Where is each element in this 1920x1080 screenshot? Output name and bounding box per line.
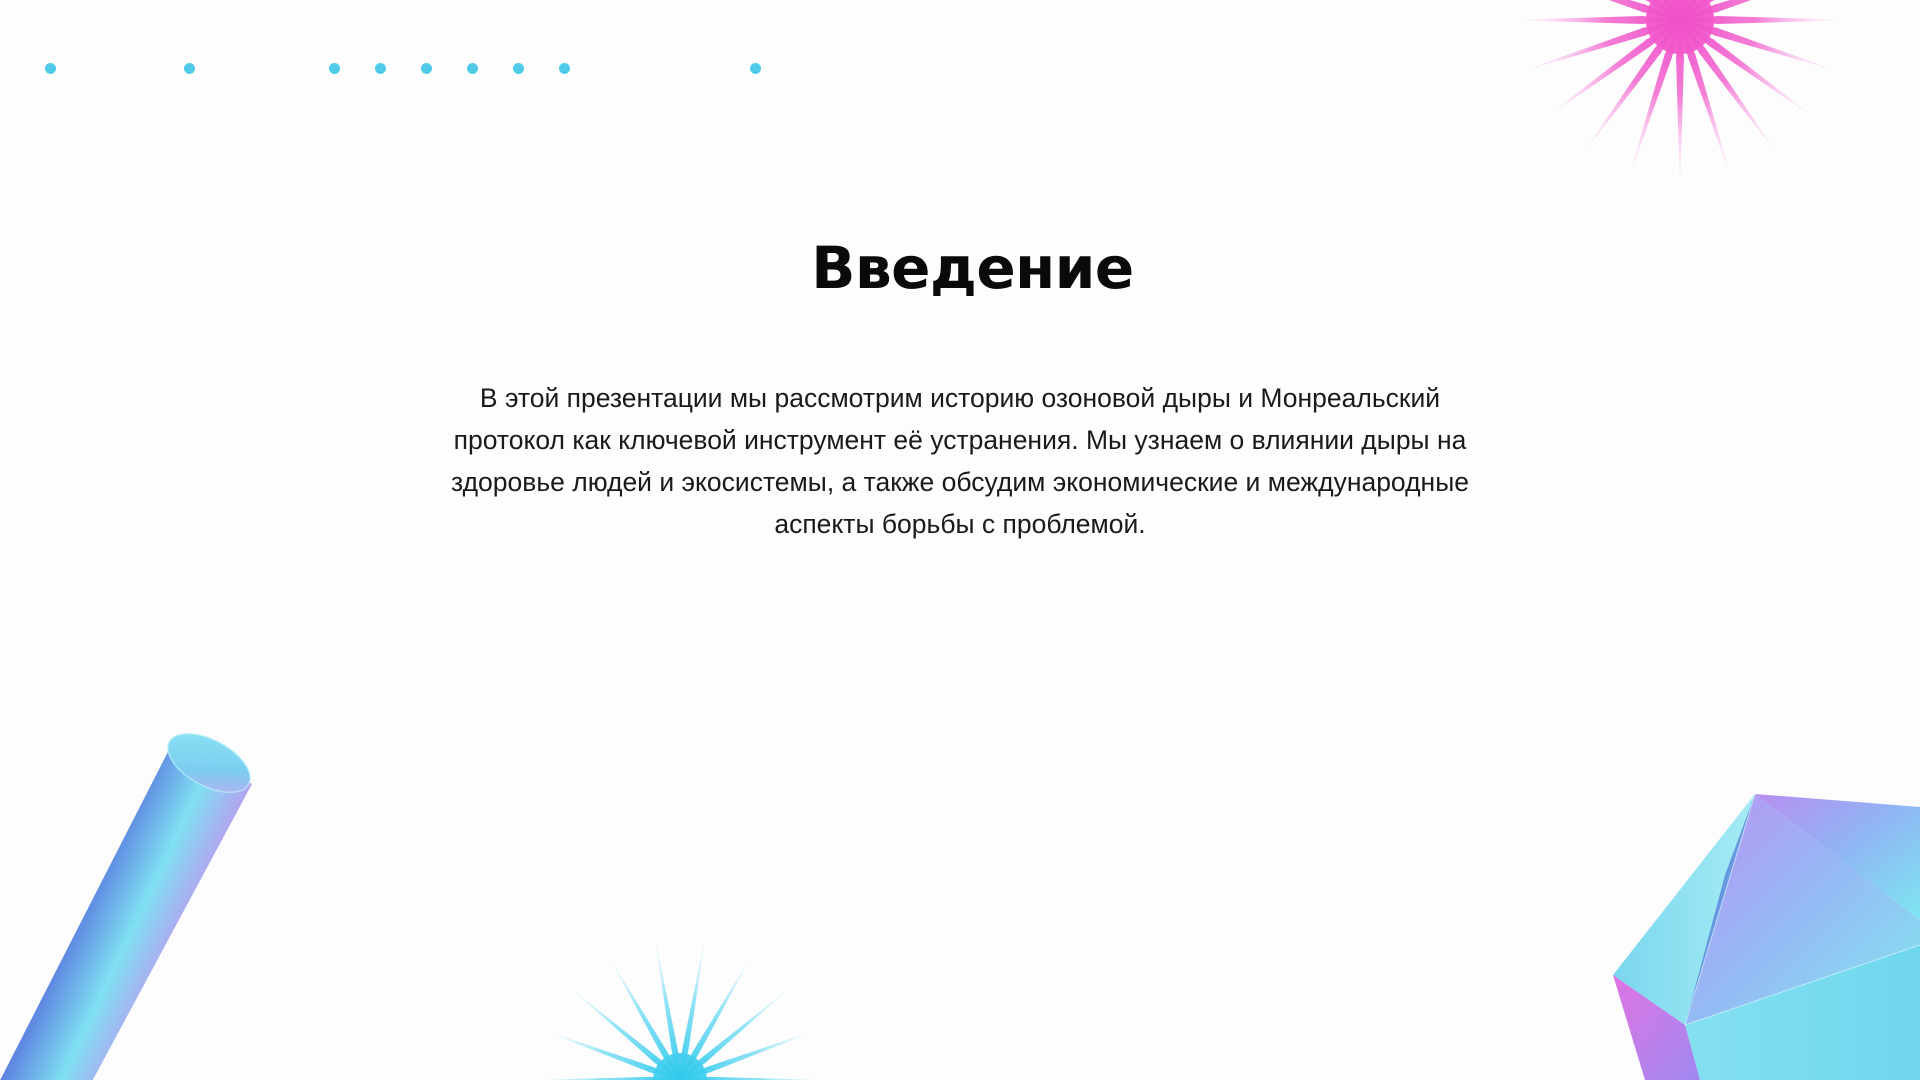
- dot: [45, 63, 56, 74]
- pink-starburst-decoration: [1490, 0, 1870, 200]
- gradient-cylinder-decoration: [0, 725, 270, 1080]
- cyan-starburst-decoration: [510, 930, 850, 1080]
- dot: [184, 63, 195, 74]
- starburst-core: [1646, 0, 1714, 54]
- dot: [467, 63, 478, 74]
- dot: [329, 63, 340, 74]
- starburst-core: [653, 1053, 707, 1080]
- dot: [375, 63, 386, 74]
- dots-row-decoration: [0, 0, 900, 140]
- slide-body-text: В этой презентации мы рассмотрим историю озоновой дыры и Монреальский протокол как ключевой инструмент её устранения. Мы узнаем о влиянии дыры на здоровье людей и экосистемы, а также обсудим экономические и международные аспекты борьбы с проблемой.: [451, 383, 1469, 539]
- gradient-crystal-decoration: [1605, 785, 1920, 1080]
- dot: [421, 63, 432, 74]
- dot: [513, 63, 524, 74]
- slide-title: Введение: [811, 234, 1134, 302]
- dot: [559, 63, 570, 74]
- dot: [750, 63, 761, 74]
